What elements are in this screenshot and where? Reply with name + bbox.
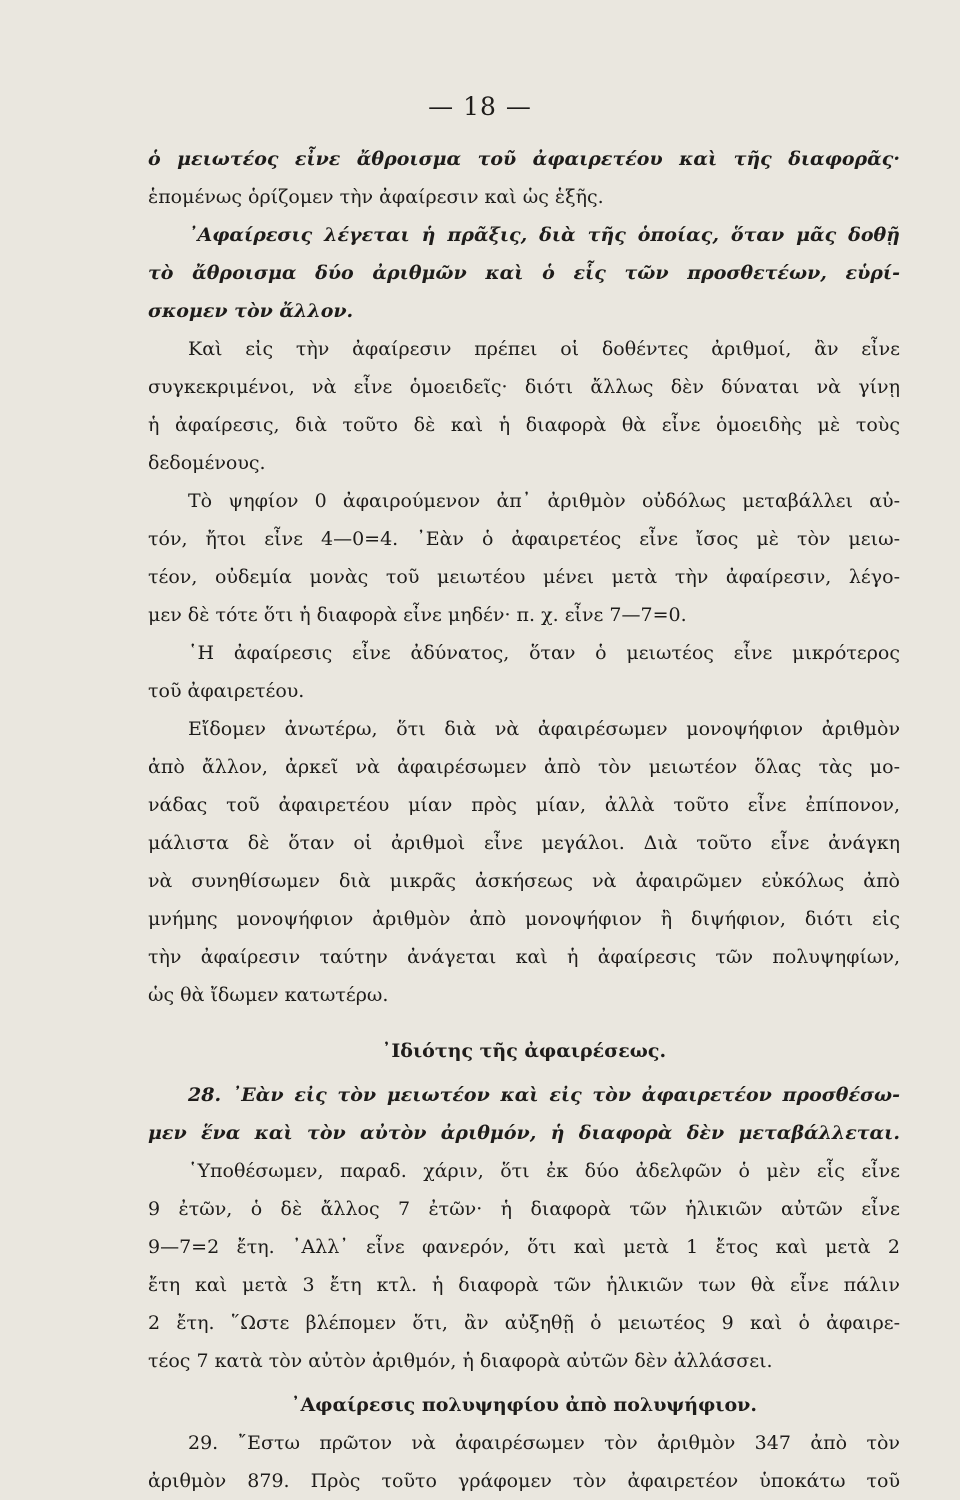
text-line: δεδομένους. — [148, 452, 266, 474]
text-line: ἀριθμὸν 879. Πρὸς τοῦτο γράφομεν τὸν ἀφαιρετέον ὑποκάτω τοῦ — [148, 1470, 900, 1492]
text-line: 29. ῎Εστω πρῶτον νὰ ἀφαιρέσωμεν τὸν ἀριθμὸν 347 ἀπὸ τὸν — [188, 1432, 900, 1454]
text-line: μεν δὲ τότε ὅτι ἡ διαφορὰ εἶνε μηδέν· π. χ. εἶνε 7—7=0. — [148, 604, 687, 626]
text-line: ὡς θὰ ἴδωμεν κατωτέρω. — [148, 984, 389, 1006]
theorem-line: 28. ᾿Εὰν εἰς τὸν μειωτέον καὶ εἰς τὸν ἀφαιρετέον προσθέσω- — [188, 1084, 900, 1106]
text-line: μνήμης μονοψήφιον ἀριθμὸν ἀπὸ μονοψήφιον ἢ διψήφιον, διότι εἰς — [148, 908, 900, 930]
text-line: Τὸ ψηφίον 0 ἀφαιρούμενον ἀπ᾿ ἀριθμὸν οὐδόλως μεταβάλλει αὐ- — [188, 490, 900, 512]
text-line: ὁ μειωτέος εἶνε ἄθροισμα τοῦ ἀφαιρετέου καὶ τῆς διαφορᾶς· — [148, 148, 900, 170]
text-line: τέον, οὐδεμία μονὰς τοῦ μειωτέου μένει μετὰ τὴν ἀφαίρεσιν, λέγο- — [148, 566, 900, 588]
definition-line: τὸ ἄθροισμα δύο ἀριθμῶν καὶ ὁ εἷς τῶν προσθετέων, εὑρί- — [148, 262, 900, 284]
text-line: ἀπὸ ἄλλον, ἀρκεῖ νὰ ἀφαιρέσωμεν ἀπὸ τὸν μειωτέον ὅλας τὰς μο- — [148, 756, 900, 778]
text-line: νάδας τοῦ ἀφαιρετέου μίαν πρὸς μίαν, ἀλλὰ τοῦτο εἶνε ἐπίπονον, — [148, 794, 900, 816]
page-number: — 18 — — [428, 92, 532, 121]
theorem-line: μεν ἕνα καὶ τὸν αὐτὸν ἀριθμόν, ἡ διαφορὰ δὲν μεταβάλλεται. — [148, 1122, 900, 1144]
text-line: Καὶ εἰς τὴν ἀφαίρεσιν πρέπει οἱ δοθέντες ἀριθμοί, ἂν εἶνε — [188, 338, 900, 360]
section-heading: ᾿Ιδιότης τῆς ἀφαιρέσεως. — [381, 1040, 667, 1062]
definition-line: σκομεν τὸν ἄλλον. — [148, 300, 354, 322]
text-line: ῾Η ἀφαίρεσις εἶνε ἀδύνατος, ὅταν ὁ μειωτέος εἶνε μικρότερος — [188, 642, 900, 664]
text-line: μάλιστα δὲ ὅταν οἱ ἀριθμοὶ εἶνε μεγάλοι. Διὰ τοῦτο εἶνε ἀνάγκη — [148, 832, 900, 854]
text-line: τόν, ἤτοι εἶνε 4—0=4. ᾿Εὰν ὁ ἀφαιρετέος εἶνε ἴσος μὲ τὸν μειω- — [148, 528, 900, 550]
text-line: ἡ ἀφαίρεσις, διὰ τοῦτο δὲ καὶ ἡ διαφορὰ θὰ εἶνε ὁμοειδὴς μὲ τοὺς — [148, 414, 900, 436]
section-heading: ᾿Αφαίρεσις πολυψηφίου ἀπὸ πολυψήφιον. — [291, 1394, 757, 1416]
text-line: ῾Υποθέσωμεν, παραδ. χάριν, ὅτι ἐκ δύο ἀδελφῶν ὁ μὲν εἷς εἶνε — [188, 1160, 900, 1182]
text-line: ἔτη καὶ μετὰ 3 ἔτη κτλ. ἡ διαφορὰ τῶν ἡλικιῶν των θὰ εἶνε πάλιν — [148, 1274, 900, 1296]
text-line: τέος 7 κατὰ τὸν αὐτὸν ἀριθμόν, ἡ διαφορὰ αὐτῶν δὲν ἀλλάσσει. — [148, 1350, 773, 1372]
text-line: τὴν ἀφαίρεσιν ταύτην ἀνάγεται καὶ ἡ ἀφαίρεσις τῶν πολυψηφίων, — [148, 946, 900, 968]
text-line: τοῦ ἀφαιρετέου. — [148, 680, 305, 702]
text-line: νὰ συνηθίσωμεν διὰ μικρᾶς ἀσκήσεως νὰ ἀφαιρῶμεν εὐκόλως ἀπὸ — [148, 870, 900, 892]
text-line: Εἴδομεν ἀνωτέρω, ὅτι διὰ νὰ ἀφαιρέσωμεν μονοψήφιον ἀριθμὸν — [188, 718, 900, 740]
text-line: ἑπομένως ὁρίζομεν τὴν ἀφαίρεσιν καὶ ὡς ἑξῆς. — [148, 186, 604, 208]
definition-line: ᾿Αφαίρεσις λέγεται ἡ πρᾶξις, διὰ τῆς ὁποίας, ὅταν μᾶς δοθῇ — [188, 224, 900, 246]
text-line: συγκεκριμένοι, νὰ εἶνε ὁμοειδεῖς· διότι ἄλλως δὲν δύναται νὰ γίνῃ — [148, 376, 900, 398]
text-line: 9 ἐτῶν, ὁ δὲ ἄλλος 7 ἐτῶν· ἡ διαφορὰ τῶν ἡλικιῶν αὐτῶν εἶνε — [148, 1198, 900, 1220]
text-line: 9—7=2 ἔτη. ᾿Αλλ᾿ εἶνε φανερόν, ὅτι καὶ μετὰ 1 ἔτος καὶ μετὰ 2 — [148, 1236, 900, 1258]
text-line: 2 ἔτη. ῞Ωστε βλέπομεν ὅτι, ἂν αὐξηθῇ ὁ μειωτέος 9 καὶ ὁ ἀφαιρε- — [148, 1312, 900, 1334]
page-text — [148, 140, 900, 1500]
